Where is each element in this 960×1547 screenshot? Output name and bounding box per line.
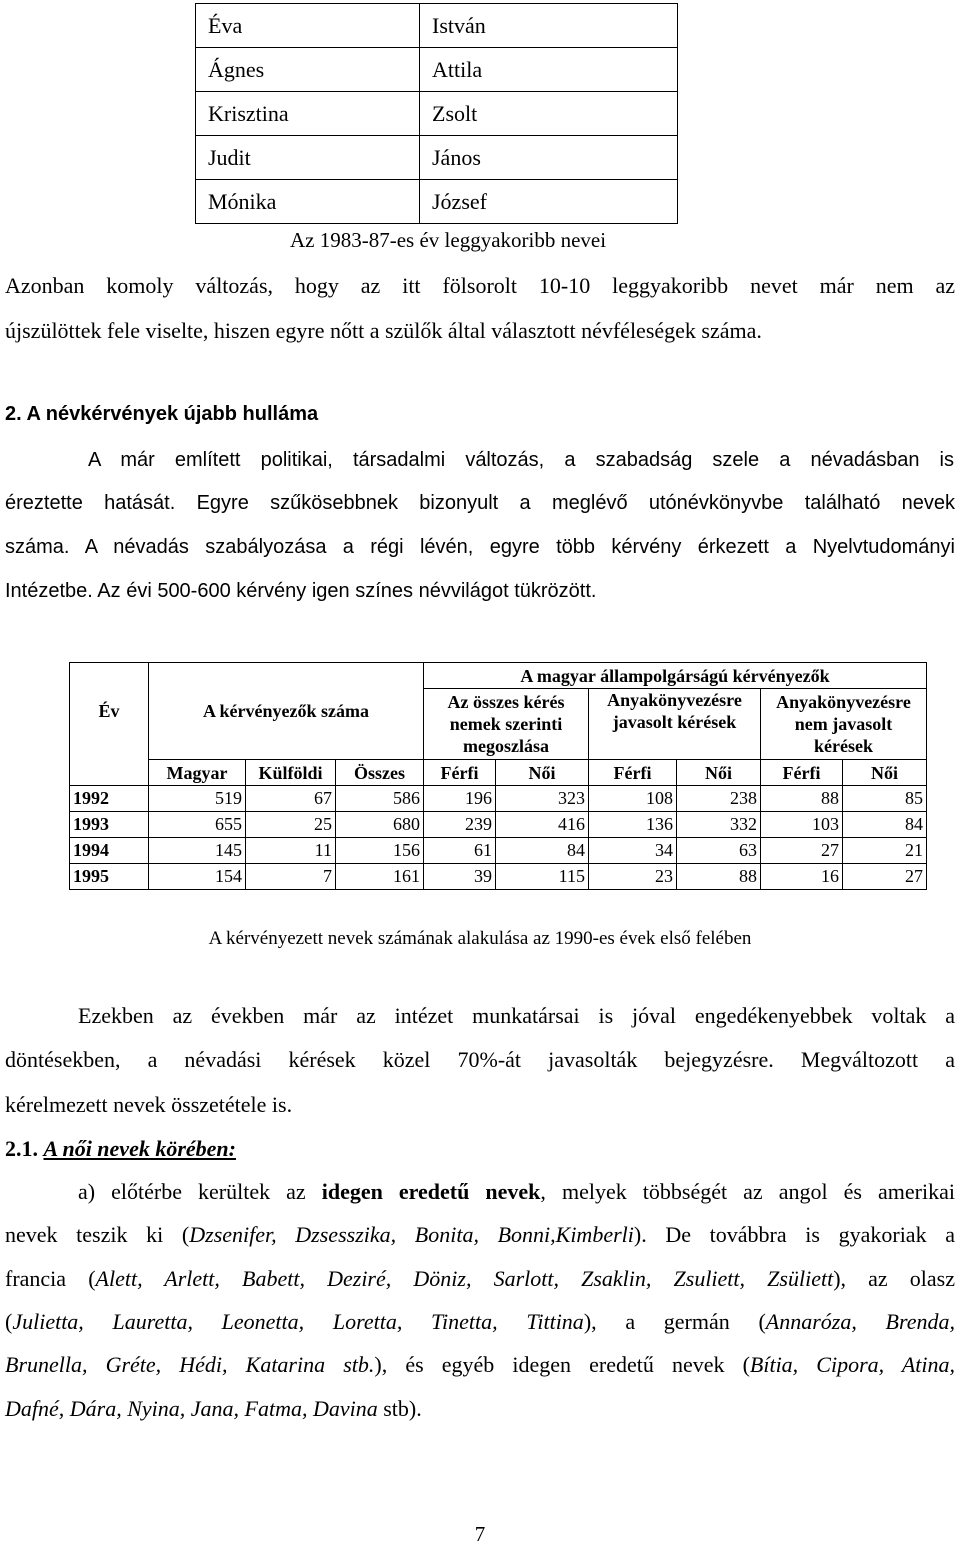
text-run: ( bbox=[5, 1309, 13, 1334]
text-run: ), és egyéb idegen eredetű nevek ( bbox=[374, 1352, 750, 1377]
table-cell: 416 bbox=[496, 812, 589, 838]
table-cell: 145 bbox=[149, 838, 246, 864]
table-row bbox=[196, 180, 678, 224]
section-title: A női nevek körében: bbox=[43, 1136, 236, 1161]
table-cell: 519 bbox=[149, 786, 246, 812]
names-table-caption: Az 1983-87-es év leggyakoribb nevei bbox=[290, 228, 607, 252]
name-list: Annaróza, Brenda, bbox=[765, 1309, 955, 1334]
text-run: , melyek többségét az angol és amerikai bbox=[540, 1179, 955, 1204]
table-header-row bbox=[70, 663, 927, 689]
table-cell: János bbox=[420, 136, 678, 180]
table-cell: 238 bbox=[677, 786, 761, 812]
subheader-cell: Összes bbox=[336, 760, 424, 786]
table-cell: 7 bbox=[246, 864, 336, 890]
year-cell: 1993 bbox=[70, 812, 149, 838]
table-cell: 103 bbox=[761, 812, 843, 838]
text-run: ), a germán ( bbox=[583, 1309, 766, 1334]
header-all-requests: Az összes kérés nemek szerinti megoszlása bbox=[424, 689, 589, 760]
paragraph-line bbox=[5, 1309, 955, 1335]
text-run: francia ( bbox=[5, 1266, 96, 1291]
subheader-cell: Női bbox=[843, 760, 927, 786]
table-row bbox=[196, 136, 678, 180]
table-cell: Judit bbox=[196, 136, 420, 180]
table-cell: 154 bbox=[149, 864, 246, 890]
table-cell: Mónika bbox=[196, 180, 420, 224]
table-cell: 21 bbox=[843, 838, 927, 864]
table-cell: 61 bbox=[424, 838, 496, 864]
paragraph-line: Intézetbe. Az évi 500-600 kérvény igen színes névvilágot tükrözött. bbox=[5, 580, 597, 602]
table-cell: 586 bbox=[336, 786, 424, 812]
paragraph-line bbox=[5, 1222, 955, 1248]
table-row bbox=[70, 864, 927, 890]
table-cell: 67 bbox=[246, 786, 336, 812]
text-run: stb). bbox=[377, 1396, 422, 1421]
text-run: a) előtérbe kerültek az bbox=[78, 1179, 322, 1204]
table-cell: 655 bbox=[149, 812, 246, 838]
header-hungarian-applicants: A magyar állampolgárságú kérvényezők bbox=[424, 663, 927, 689]
table-cell: 25 bbox=[246, 812, 336, 838]
name-list: Dafné, Dára, Nyina, Jana, Fatma, Davina bbox=[5, 1396, 378, 1421]
name-list: Julietta, Lauretta, Leonetta, Loretta, Tinetta, Tittina bbox=[12, 1309, 584, 1334]
name-list: Bítia, Cipora, Atina, bbox=[749, 1352, 955, 1377]
table-cell: 108 bbox=[589, 786, 677, 812]
emphasis-text: idegen eredetű nevek bbox=[321, 1179, 541, 1204]
table-cell: 84 bbox=[496, 838, 589, 864]
table-cell: 239 bbox=[424, 812, 496, 838]
subheader-cell: Magyar bbox=[149, 760, 246, 786]
subheader-cell: Férfi bbox=[761, 760, 843, 786]
year-cell: 1992 bbox=[70, 786, 149, 812]
table-cell: Krisztina bbox=[196, 92, 420, 136]
table-cell: 88 bbox=[761, 786, 843, 812]
text-run: ). De továbbra is gyakoriak a bbox=[633, 1222, 955, 1247]
table-cell: 680 bbox=[336, 812, 424, 838]
subheader-cell: Női bbox=[496, 760, 589, 786]
table-row bbox=[70, 786, 927, 812]
header-applicant-count: A kérvényezők száma bbox=[149, 663, 424, 760]
header-not-recommended: Anyakönyvezésre nem javasolt kérések bbox=[761, 689, 927, 760]
table-cell: 63 bbox=[677, 838, 761, 864]
table-cell: 34 bbox=[589, 838, 677, 864]
table-cell: 23 bbox=[589, 864, 677, 890]
table-cell: István bbox=[420, 4, 678, 48]
paragraph-line bbox=[5, 1352, 955, 1378]
statistics-table-caption: A kérvényezett nevek számának alakulása az 1990-es évek első felében bbox=[208, 928, 752, 949]
table-cell: 323 bbox=[496, 786, 589, 812]
table-cell: 332 bbox=[677, 812, 761, 838]
requests-statistics-table bbox=[69, 662, 927, 890]
paragraph-line: éreztette hatását. Egyre szűkösebbnek bizonyult a meglévő utónévkönyvbe található nevek bbox=[5, 492, 955, 514]
section-number: 2.1. bbox=[5, 1136, 38, 1161]
section-heading bbox=[5, 1136, 955, 1162]
subheader-cell: Női bbox=[677, 760, 761, 786]
table-cell: 16 bbox=[761, 864, 843, 890]
table-cell: 196 bbox=[424, 786, 496, 812]
subheader-cell: Külföldi bbox=[246, 760, 336, 786]
table-cell: 11 bbox=[246, 838, 336, 864]
header-recommended: Anyakönyvezésre javasolt kérések bbox=[589, 689, 761, 760]
table-cell: Éva bbox=[196, 4, 420, 48]
table-cell: 161 bbox=[336, 864, 424, 890]
table-cell: 84 bbox=[843, 812, 927, 838]
table-row bbox=[196, 48, 678, 92]
paragraph-line bbox=[5, 1396, 955, 1422]
table-cell: 115 bbox=[496, 864, 589, 890]
table-row bbox=[70, 812, 927, 838]
table-cell: 27 bbox=[761, 838, 843, 864]
subheader-cell: Férfi bbox=[424, 760, 496, 786]
paragraph-line: döntésekben, a névadási kérések közel 70%-át javasolták bejegyzésre. Megváltozott a bbox=[5, 1047, 955, 1072]
text-run: ), az olasz bbox=[833, 1266, 956, 1291]
page-number: 7 bbox=[474, 1522, 486, 1546]
name-list: Dzsenifer, Dzsesszika, Bonita, Bonni,Kimberli bbox=[189, 1222, 634, 1247]
table-cell: 156 bbox=[336, 838, 424, 864]
name-list: Alett, Arlett, Babett, Deziré, Döniz, Sarlott, Zsaklin, Zsuliett, Zsüliett bbox=[95, 1266, 834, 1291]
paragraph-line bbox=[5, 1266, 955, 1292]
table-cell: 39 bbox=[424, 864, 496, 890]
table-row bbox=[70, 838, 927, 864]
name-list: Brunella, Gréte, Hédi, Katarina stb. bbox=[5, 1352, 375, 1377]
names-table bbox=[195, 3, 678, 224]
paragraph-line bbox=[78, 1179, 955, 1205]
table-subheader-row bbox=[70, 760, 927, 786]
year-cell: 1994 bbox=[70, 838, 149, 864]
year-cell: 1995 bbox=[70, 864, 149, 890]
subheader-cell: Férfi bbox=[589, 760, 677, 786]
header-year: Év bbox=[70, 663, 149, 760]
paragraph-line: kérelmezett nevek összetétele is. bbox=[5, 1092, 293, 1117]
table-row bbox=[196, 4, 678, 48]
paragraph-line: A már említett politikai, társadalmi változás, a szabadság szele a névadásban is bbox=[88, 449, 954, 471]
table-cell: József bbox=[420, 180, 678, 224]
table-cell: 85 bbox=[843, 786, 927, 812]
table-cell: 136 bbox=[589, 812, 677, 838]
paragraph-line: száma. A névadás szabályozása a régi lévén, egyre több kérvény érkezett a Nyelvtudományi bbox=[5, 536, 955, 558]
table-cell: Zsolt bbox=[420, 92, 678, 136]
paragraph-line: Azonban komoly változás, hogy az itt fölsorolt 10-10 leggyakoribb nevet már nem az bbox=[5, 273, 955, 298]
table-row bbox=[196, 92, 678, 136]
section-heading: 2. A névkérvények újabb hulláma bbox=[5, 403, 319, 425]
table-cell: Ágnes bbox=[196, 48, 420, 92]
table-cell: Attila bbox=[420, 48, 678, 92]
table-cell: 88 bbox=[677, 864, 761, 890]
table-cell: 27 bbox=[843, 864, 927, 890]
text-run: nevek teszik ki ( bbox=[5, 1222, 190, 1247]
paragraph-line: újszülöttek fele viselte, hiszen egyre nőtt a szülők által választott névféleségek száma. bbox=[5, 318, 762, 343]
paragraph-line: Ezekben az években már az intézet munkatársai is jóval engedékenyebbek voltak a bbox=[78, 1003, 955, 1028]
